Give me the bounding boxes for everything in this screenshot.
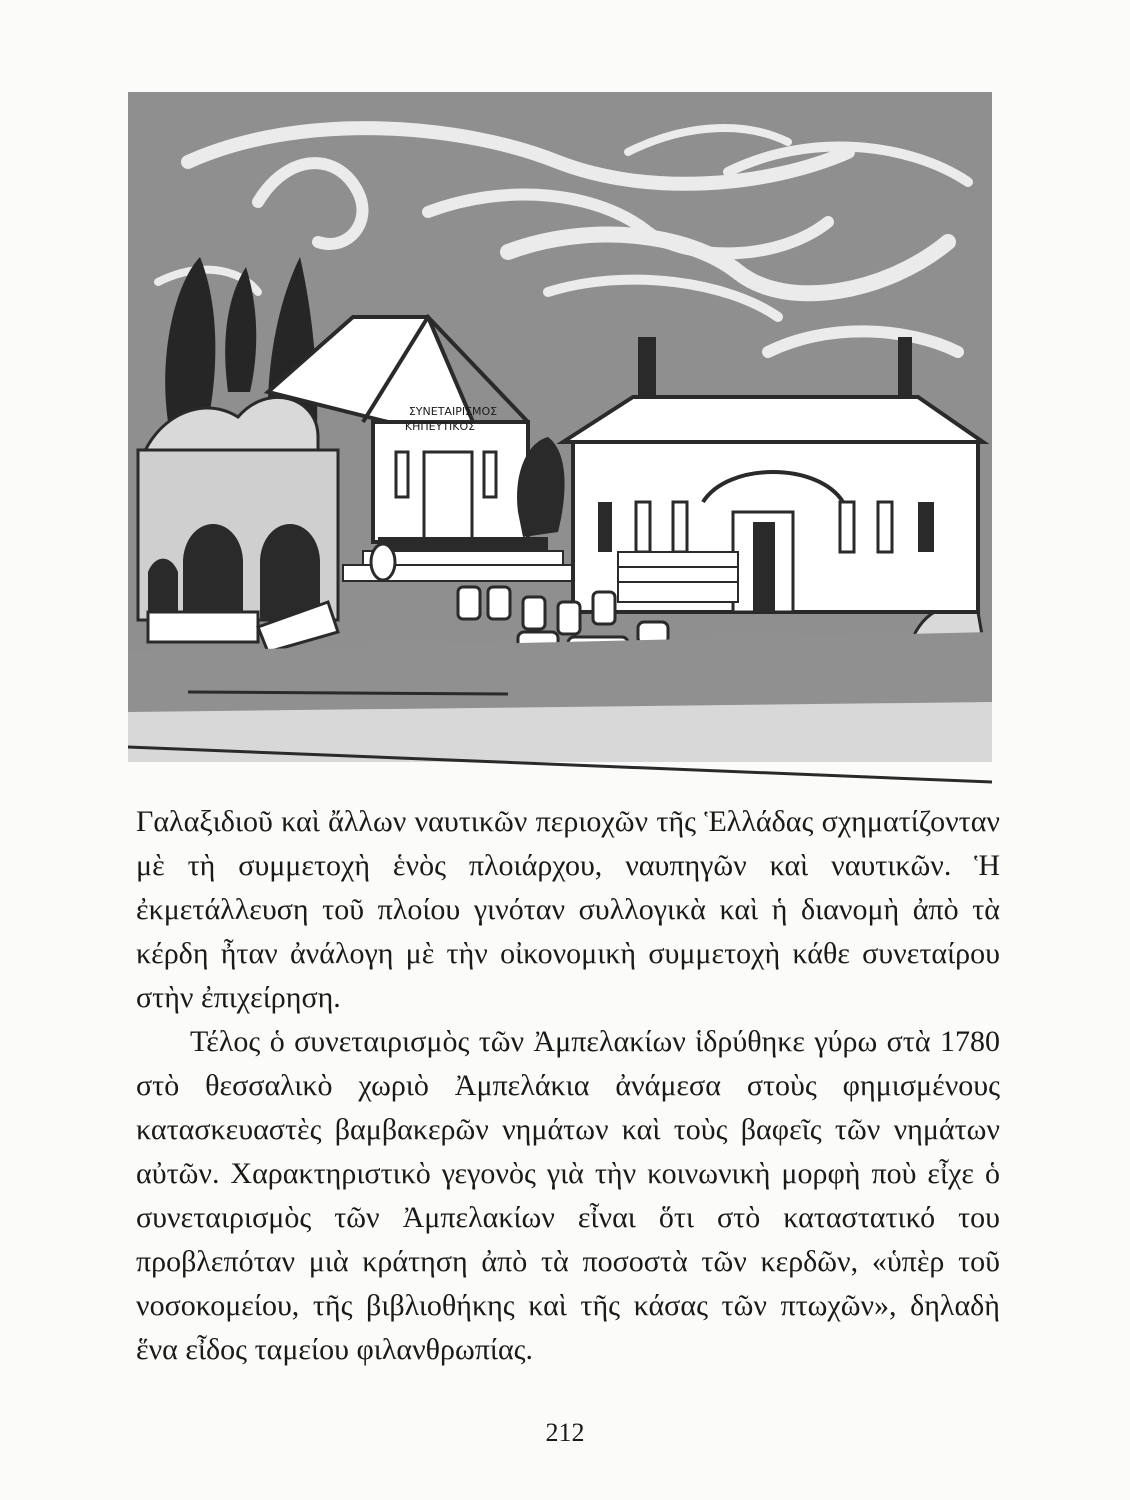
paragraph-2: Τέλος ὁ συνεταιρισμὸς τῶν Ἀμπελακίων ἱδρύθηκε γύρω στὰ 1780 στὸ θεσσαλικὸ χωριὸ Ἀμπελάκια ἀνάμεσα στοὺς φημισμένους κατασκευαστὲς βαμβακερῶν νημάτων καὶ τοὺς βαφεῖς τῶν νημάτων αὐτῶν. Χαρακτηριστικὸ γεγονὸς γιὰ τὴν κοινωνικὴ μορφὴ ποὺ εἶχε ὁ συνεταιρισμὸς τῶν Ἀμπελακίων εἶναι ὅτι στὸ καταστατικό του προβλεπόταν μιὰ κράτηση ἀπὸ τὰ ποσοστὰ τῶν κερδῶν, «ὑπὲρ τοῦ νοσοκομείου, τῆς βιβλιοθήκης καὶ τῆς κάσας τῶν πτωχῶν», δηλαδὴ ἕνα εἶδος ταμείου φιλανθρωπίας. (136, 1025, 1000, 1366)
arcade-building (138, 450, 338, 620)
body-text (136, 800, 1000, 1372)
paragraph-1: Γαλαξιδιοῦ καὶ ἄλλων ναυτικῶν περιοχῶν τῆς Ἑλλάδας σχηματίζονταν μὲ τὴ συμμετοχὴ ἑνὸς πλοιάρχου, ναυπηγῶν καὶ ναυτικῶν. Ἡ ἐκμετάλλευση τοῦ πλοίου γινόταν συλλογικὰ καὶ ἡ διανομὴ ἀπὸ τὰ κέρδη ἦταν ἀνάλογη μὲ τὴν οἰκονομικὴ συμμετοχὴ κάθε συνεταίρου στὴν ἐπιχείρηση. (136, 805, 1000, 1014)
page-number: 212 (545, 1418, 585, 1447)
cooperative-buildings-illustration (128, 92, 992, 794)
sign-left-line2: ΚΗΠΕΥΤΙΚΟΣ (404, 420, 476, 433)
sign-left-line1: ΣΥΝΕΤΑΙΡΙΣΜΟΣ (408, 405, 498, 418)
